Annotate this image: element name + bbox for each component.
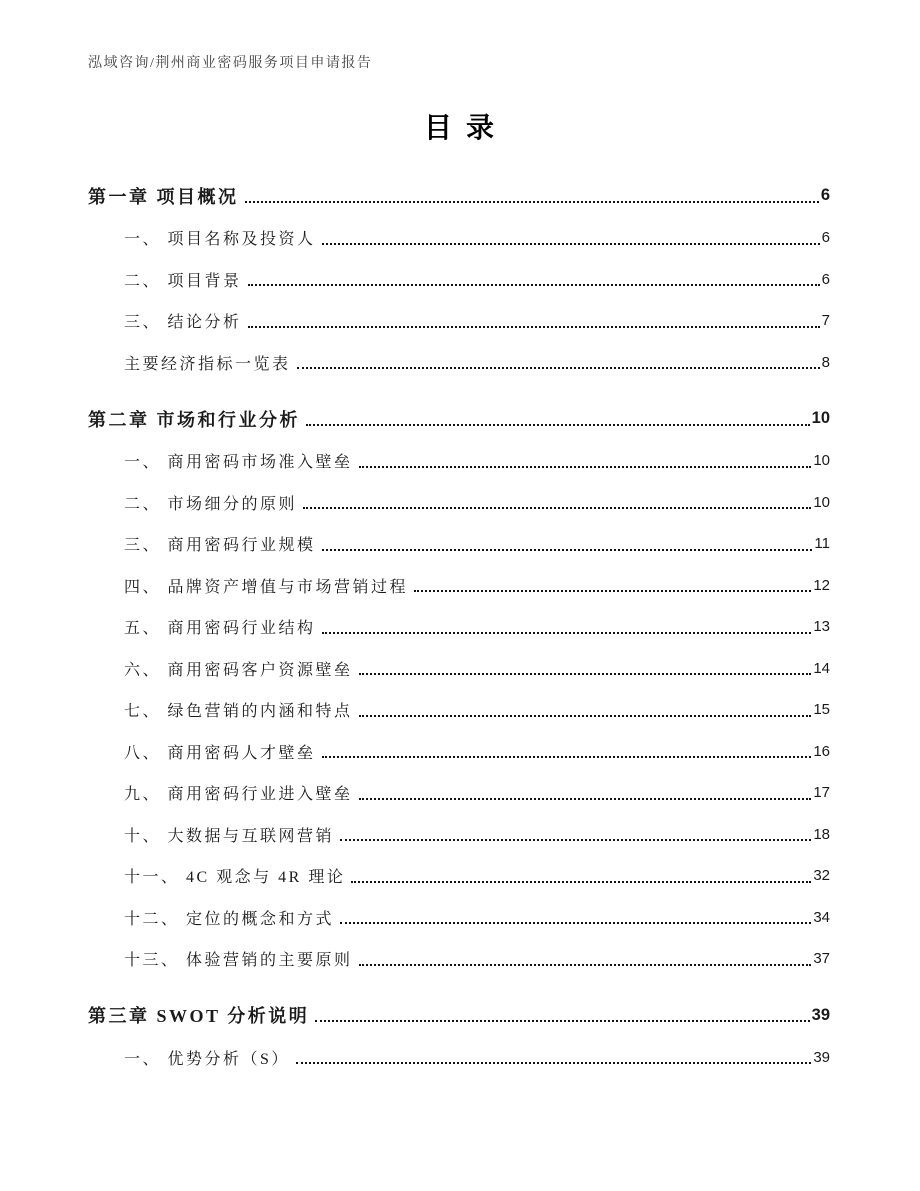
toc-entry-label: 一、 优势分析（S） [124,1050,290,1068]
toc-page-number: 18 [813,825,830,843]
toc-dot-leader [359,466,812,468]
toc-entry-label: 三、 商用密码行业规模 [124,537,316,555]
toc-page-number: 8 [821,353,830,371]
page-title: 目录 [423,113,508,144]
toc-page-number: 15 [813,701,830,719]
toc-dot-leader [322,549,813,551]
table-of-contents [88,174,830,1078]
toc-entry-label: 十二、 定位的概念和方式 [124,910,335,928]
toc-page-number: 34 [813,908,830,926]
toc-entry-label: 第一章 项目概况 [88,186,239,207]
toc-entry-label: 五、 商用密码行业结构 [124,620,316,638]
toc-item-row[interactable] [88,814,830,856]
toc-item-row[interactable] [88,897,830,939]
toc-item-row[interactable] [88,938,830,980]
toc-item-row[interactable] [88,565,830,607]
toc-entry-label: 七、 绿色营销的内涵和特点 [124,703,353,721]
toc-item-row[interactable] [88,606,830,648]
toc-dot-leader [414,590,811,592]
toc-entry-label: 十三、 体验营销的主要原则 [124,952,353,970]
toc-item-row[interactable] [88,342,830,384]
toc-dot-leader [248,326,820,328]
toc-item-row[interactable] [88,731,830,773]
toc-dot-leader [340,922,811,924]
toc-dot-leader [359,798,812,800]
toc-item-row[interactable] [88,689,830,731]
toc-chapter-row[interactable] [88,397,830,440]
toc-page-number: 13 [813,618,830,636]
toc-entry-label: 第二章 市场和行业分析 [88,409,300,430]
toc-page-number: 10 [813,493,830,511]
toc-page-number: 39 [813,1048,830,1066]
toc-page-number: 10 [813,452,830,470]
toc-item-row[interactable] [88,772,830,814]
toc-entry-label: 二、 市场细分的原则 [124,495,298,513]
toc-dot-leader [245,201,819,203]
toc-page-number: 37 [813,950,830,968]
toc-entry-label: 一、 项目名称及投资人 [124,231,316,249]
toc-entry-label: 二、 项目背景 [124,272,242,290]
toc-item-row[interactable] [88,1037,830,1079]
toc-entry-label: 第三章 SWOT 分析说明 [88,1006,310,1026]
toc-page-number: 17 [813,784,830,802]
toc-dot-leader [322,756,812,758]
toc-page-number: 10 [811,409,830,427]
toc-chapter-row[interactable] [88,994,830,1037]
toc-page-number: 6 [821,229,830,247]
toc-entry-label: 一、 商用密码市场准入壁垒 [124,454,353,472]
toc-dot-leader [315,1020,809,1022]
toc-page-number: 14 [813,659,830,677]
toc-entry-label: 八、 商用密码人才壁垒 [124,744,316,762]
toc-dot-leader [297,367,820,369]
toc-item-row[interactable] [88,523,830,565]
toc-entry-label: 四、 品牌资产增值与市场营销过程 [124,578,409,596]
toc-dot-leader [296,1062,811,1064]
toc-page-number: 12 [813,576,830,594]
toc-dot-leader [248,284,820,286]
toc-page-number: 6 [821,270,830,288]
toc-item-row[interactable] [88,300,830,342]
toc-page-number: 11 [814,535,830,553]
toc-item-row[interactable] [88,648,830,690]
toc-dot-leader [306,424,810,426]
toc-page-number: 6 [820,186,830,204]
toc-item-row[interactable] [88,855,830,897]
toc-dot-leader [322,243,820,245]
toc-item-row[interactable] [88,482,830,524]
toc-dot-leader [322,632,812,634]
toc-entry-label: 六、 商用密码客户资源壁垒 [124,661,353,679]
toc-dot-leader [303,507,811,509]
toc-item-row[interactable] [88,217,830,259]
toc-entry-label: 十一、 4C 观念与 4R 理论 [124,869,346,887]
toc-item-row[interactable] [88,259,830,301]
toc-dot-leader [351,881,811,883]
toc-dot-leader [359,964,812,966]
document-header: 泓域咨询/荆州商业密码服务项目申请报告 [88,56,373,71]
toc-entry-label: 三、 结论分析 [124,314,242,332]
toc-page-number: 39 [811,1005,830,1024]
toc-item-row[interactable] [88,440,830,482]
toc-page-number: 32 [813,867,830,885]
toc-entry-label: 主要经济指标一览表 [124,355,291,373]
toc-page-number: 7 [821,312,830,330]
toc-entry-label: 十、 大数据与互联网营销 [124,827,335,845]
toc-page-number: 16 [813,742,830,760]
toc-dot-leader [359,673,812,675]
toc-chapter-row[interactable] [88,174,830,217]
toc-dot-leader [359,715,812,717]
toc-dot-leader [340,839,811,841]
toc-entry-label: 九、 商用密码行业进入壁垒 [124,786,353,804]
